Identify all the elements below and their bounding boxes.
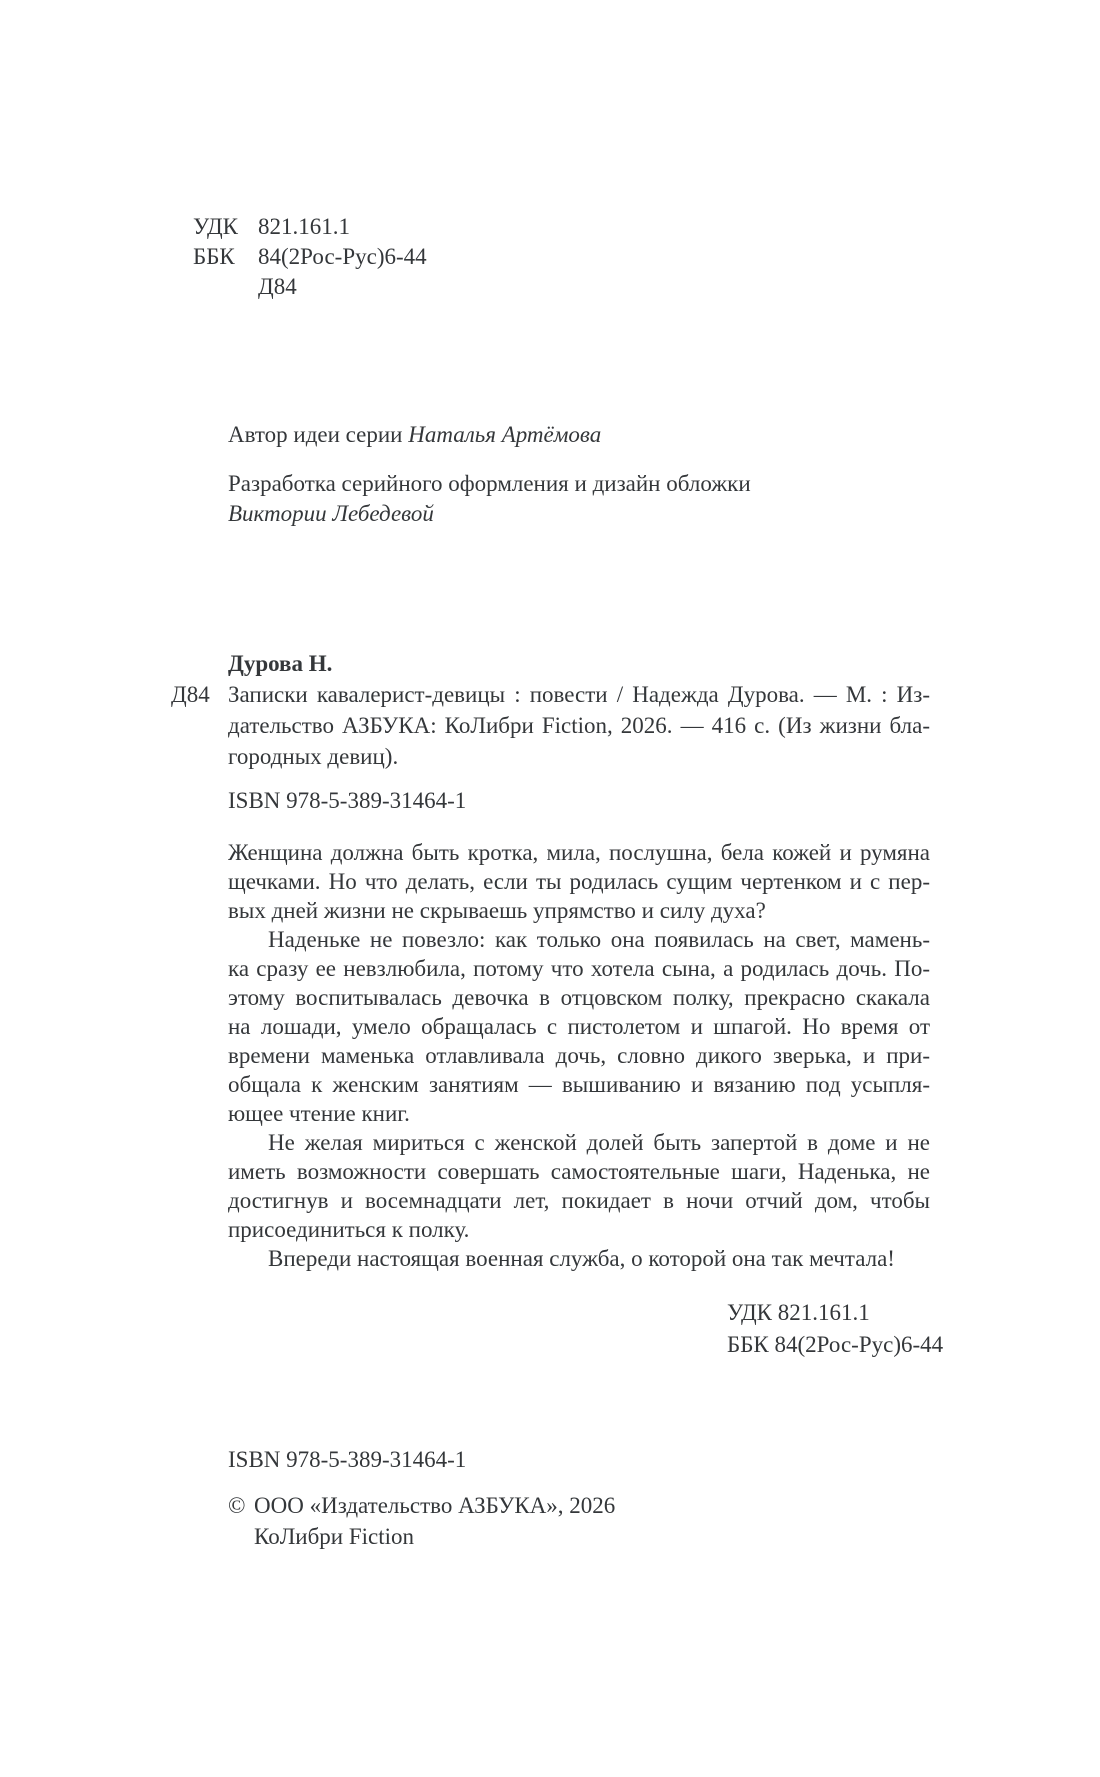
text-line: ка сразу ее невзлюбила, потому что хотела сына, а родилась дочь. По- [228, 956, 930, 981]
series-idea-name: Наталья Артёмова [408, 422, 602, 447]
series-idea-prefix: Автор идеи серии [228, 422, 409, 447]
copyright-row [228, 1490, 615, 1552]
bbk-value: 84(2Рос-Рус)6-44 [258, 244, 427, 269]
udk-label: УДК [193, 214, 238, 239]
text-line: городных девиц). [228, 744, 399, 769]
bbk-row [193, 242, 427, 272]
text-line: вых дней жизни не скрываешь упрямство и силу духа? [228, 898, 766, 923]
text-line: иметь возможности совершать самостоятельные шаги, Наденька, не [228, 1159, 930, 1184]
isbn-imprint: ISBN 978-5-389-31464-1 [228, 1447, 467, 1472]
udk-row [193, 212, 427, 242]
annotation-paragraph [228, 925, 930, 1128]
bottom-classification-block [727, 1297, 943, 1361]
catalog-description [228, 679, 930, 772]
annotation [228, 838, 930, 1273]
copyright-icon: © [228, 1493, 246, 1518]
text-line: достигнув и восемнадцати лет, покидает в ночи отчий дом, чтобы [228, 1188, 930, 1213]
text-line: Впереди настоящая военная служба, о которой она так мечтала! [268, 1246, 895, 1271]
text-line: присоединиться к полку. [228, 1217, 470, 1242]
bbk-label: ББК [193, 244, 235, 269]
copyright-text [254, 1490, 615, 1552]
text-line: этому воспитывалась девочка в отцовском полку, прекрасно скакала [228, 985, 930, 1010]
series-design-name: Виктории Лебедевой [228, 501, 434, 526]
annotation-paragraph [228, 1128, 930, 1244]
author-sign: Д84 [258, 274, 297, 299]
bbk-bottom: ББК 84(2Рос-Рус)6-44 [727, 1332, 944, 1357]
catalog-author: Дурова Н. [228, 651, 333, 676]
udk-bottom: УДК 821.161.1 [727, 1300, 870, 1325]
author-sign-spacer [193, 272, 258, 302]
text-line: Наденьке не повезло: как только она появилась на свет, мамень- [268, 927, 930, 952]
text-line: Записки кавалерист-девицы : повести / Надежда Дурова. — М. : Из- [228, 682, 930, 707]
udk-value: 821.161.1 [258, 214, 350, 239]
text-line: на лошади, умело обращалась с пистолетом и шпагой. Но время от [228, 1014, 930, 1039]
text-line: щечками. Но что делать, если ты родилась сущим чертенком и с пер- [228, 869, 930, 894]
annotation-paragraph [228, 838, 930, 925]
author-sign-row [193, 272, 427, 302]
text-line: времени маменька отлавливала дочь, словно дикого зверька, и при- [228, 1043, 930, 1068]
text-line: Женщина должна быть кротка, мила, послушна, бела кожей и румяна [228, 840, 930, 865]
catalog-author-sign: Д84 [171, 682, 210, 707]
catalog-entry [171, 648, 930, 816]
series-design-line: Разработка серийного оформления и дизайн обложки [228, 471, 751, 496]
series-gap [228, 450, 751, 469]
copyright-imprint-name: КоЛибри Fiction [254, 1524, 415, 1549]
text-line: общала к женским занятиям — вышиванию и вязанию под усыпля- [228, 1072, 930, 1097]
series-credits [228, 420, 751, 529]
annotation-paragraph [228, 1244, 930, 1273]
imprint-block [228, 1444, 615, 1552]
text-line: Не желая мириться с женской долей быть запертой в доме и не [268, 1130, 930, 1155]
series-idea-line [228, 420, 751, 450]
text-line: ющее чтение книг. [228, 1101, 410, 1126]
copyright-publisher: ООО «Издательство АЗБУКА», 2026 [254, 1493, 616, 1518]
isbn-catalog: ISBN 978-5-389-31464-1 [228, 788, 467, 813]
text-line: дательство АЗБУКА: КоЛибри Fiction, 2026. — 416 с. (Из жизни бла- [228, 713, 930, 738]
top-classification-block [193, 212, 427, 302]
